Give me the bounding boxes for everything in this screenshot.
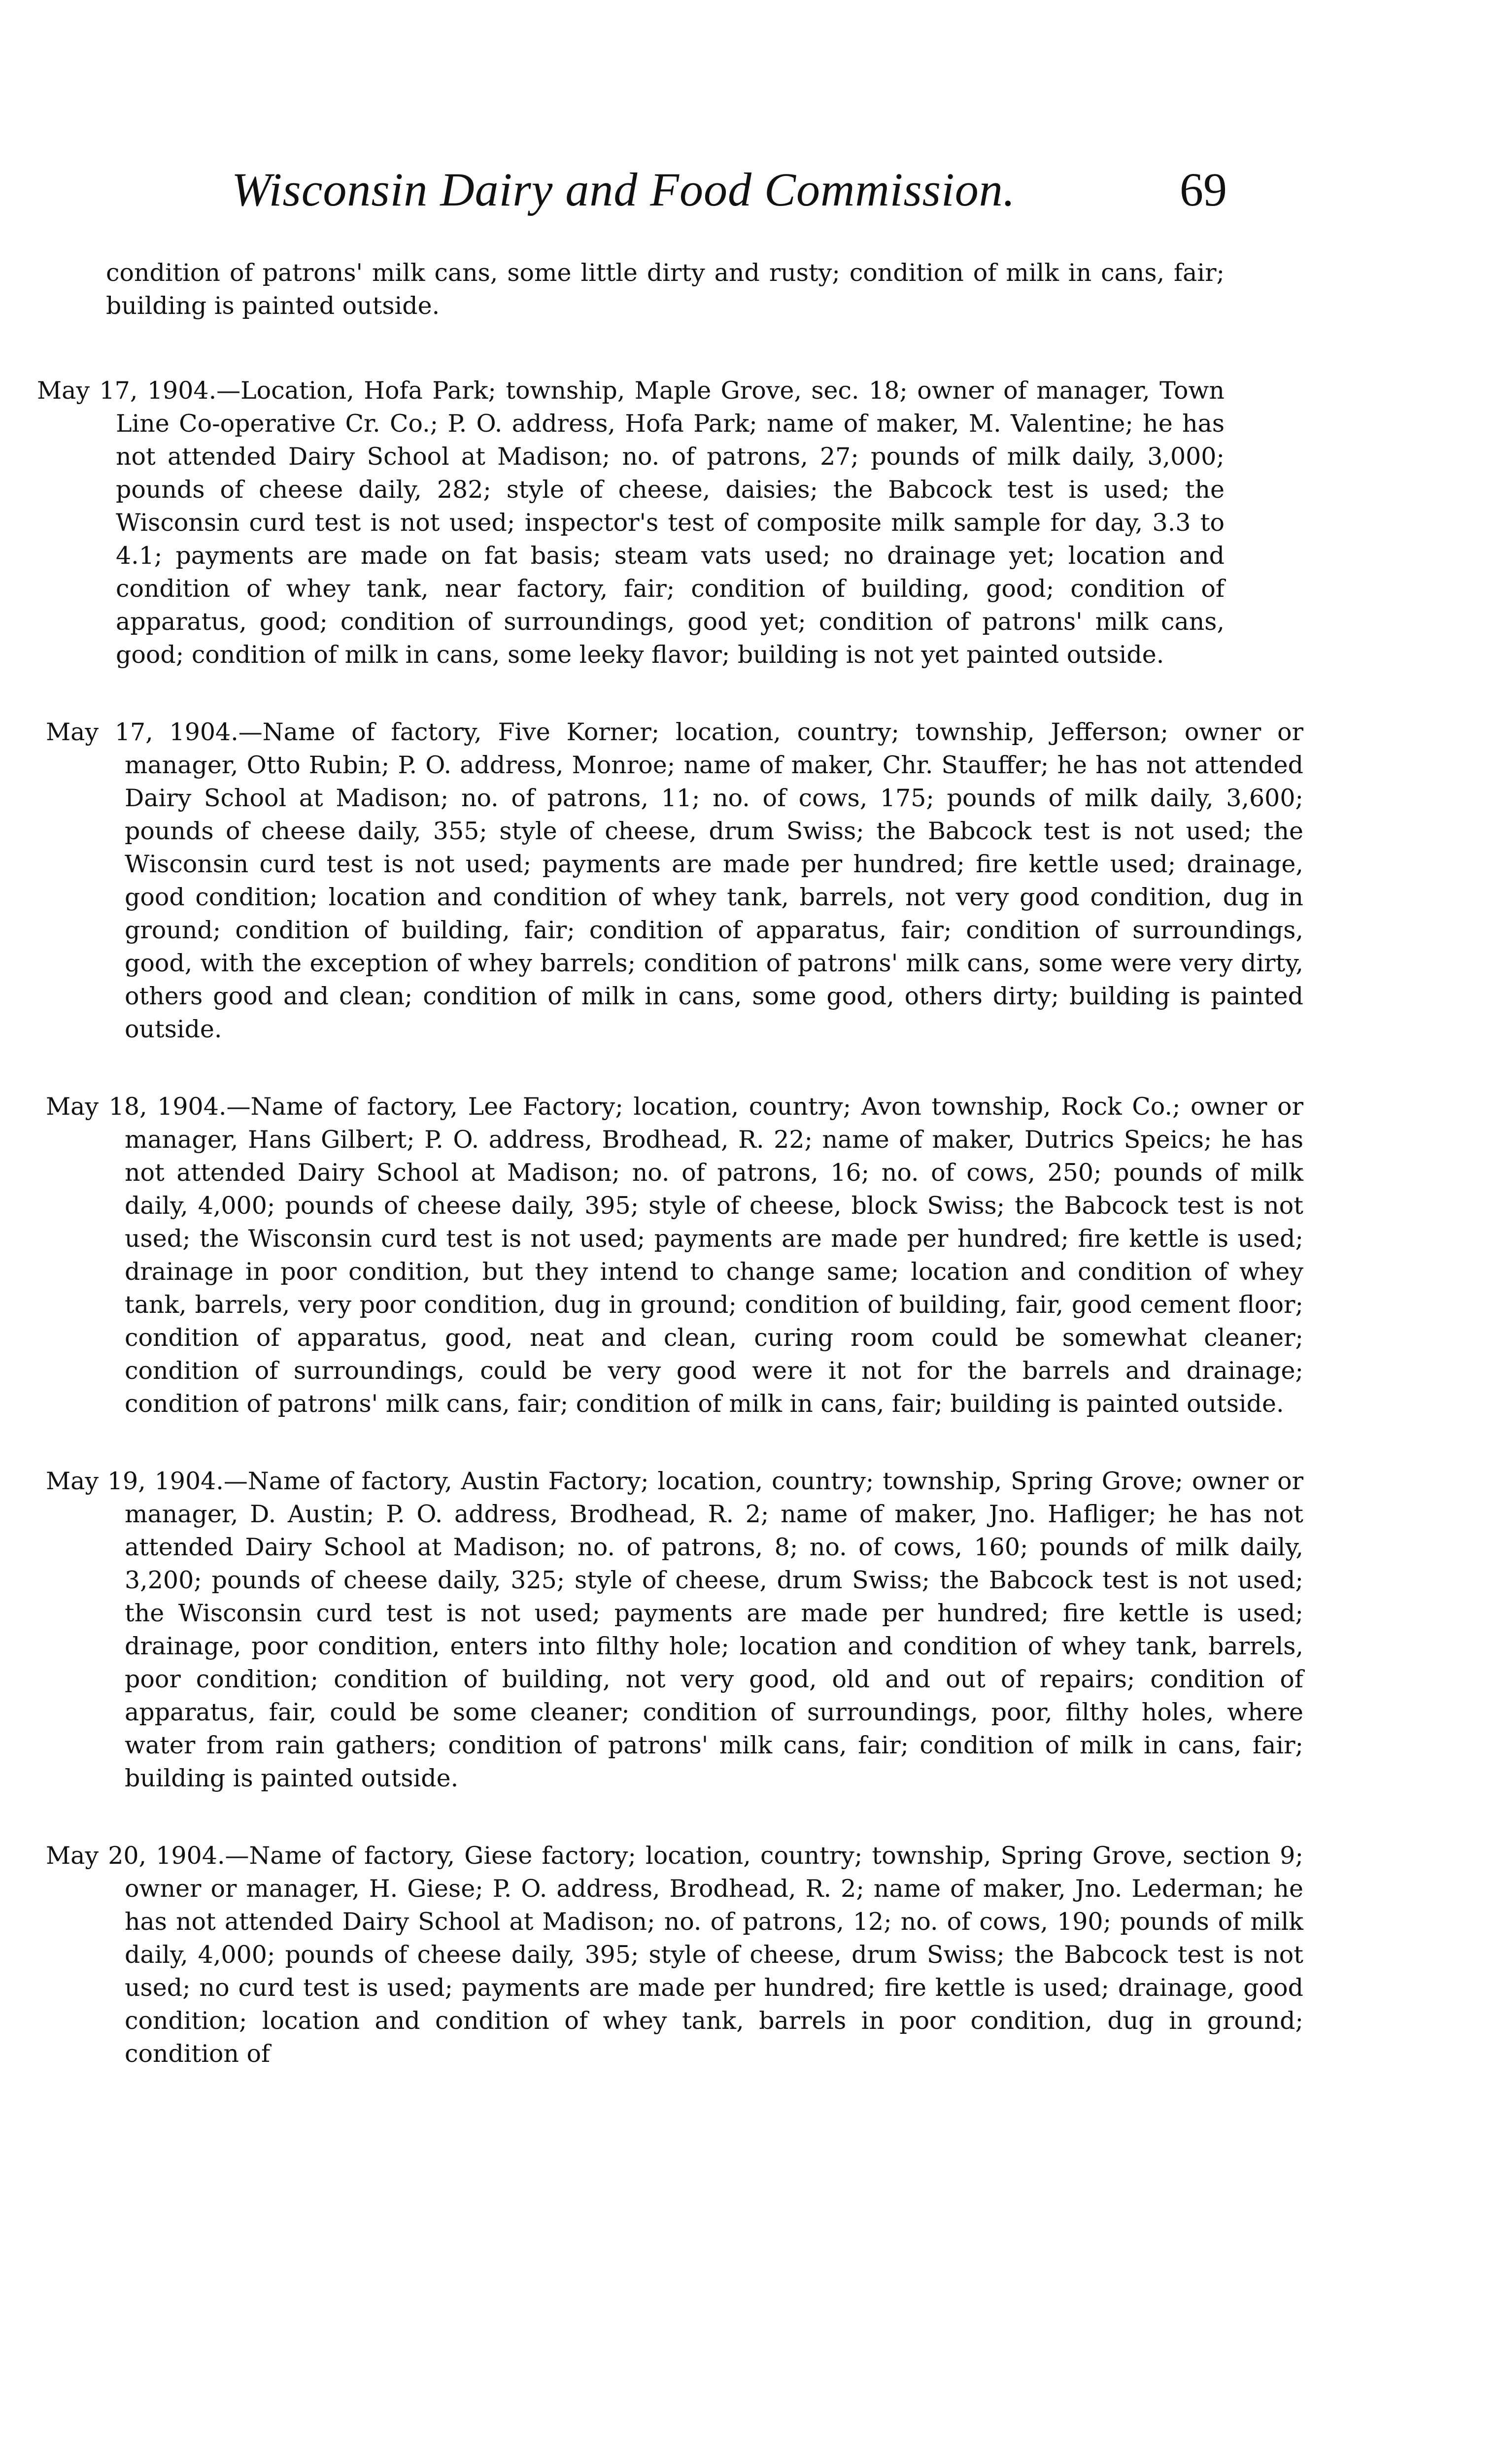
factory-report-five-korner: May 17, 1904.—Name of factory, Five Korner; location, country; township, Jefferson; owner or manager, Otto Rubin; P. O. address, Monroe; name of maker, Chr. Stauffer; he has not attended Dairy School at Madison; no. of patrons, 11; no. of cows, 175; pounds of milk daily, 3,600; pounds of cheese daily, 355; style of cheese, drum Swiss; the Babcock test is not used; the Wisconsin curd test is not used; payments are made per hundred; fire kettle used; drainage, good condition; location and condition of whey tank, barrels, not very good condition, dug in ground; condition of building, fair; condition of apparatus, fair; condition of surroundings, good, with the exception of whey barrels; condition of patrons' milk cans, some were very dirty, others good and clean; condition of milk in cans, some good, others dirty; building is painted outside. (46, 718, 1303, 1043)
continuation-paragraph: condition of patrons' milk cans, some little dirty and rusty; condition of milk in cans, fair; building is painted outside. (106, 259, 1225, 320)
running-head (232, 163, 1227, 222)
factory-report-austin-factory: May 19, 1904.—Name of factory, Austin Factory; location, country; township, Spring Grove; owner or manager, D. Austin; P. O. address, Brodhead, R. 2; name of maker, Jno. Hafliger; he has not attended Dairy School at Madison; no. of patrons, 8; no. of cows, 160; pounds of milk daily, 3,200; pounds of cheese daily, 325; style of cheese, drum Swiss; the Babcock test is not used; the Wisconsin curd test is not used; payments are made per hundred; fire kettle is used; drainage, poor condition, enters into filthy hole; location and condition of whey tank, barrels, poor condition; condition of building, not very good, old and out of repairs; condition of apparatus, fair, could be some cleaner; condition of surroundings, poor, filthy holes, where water from rain gathers; condition of patrons' milk cans, fair; condition of milk in cans, fair; building is painted outside. (46, 1467, 1303, 1792)
factory-report-hofa-park: May 17, 1904.—Location, Hofa Park; township, Maple Grove, sec. 18; owner of manager, Town Line Co-operative Cr. Co.; P. O. address, Hofa Park; name of maker, M. Valentine; he has not attended Dairy School at Madison; no. of patrons, 27; pounds of milk daily, 3,000; pounds of cheese daily, 282; style of cheese, daisies; the Babcock test is used; the Wisconsin curd test is not used; inspector's test of composite milk sample for day, 3.3 to 4.1; payments are made on fat basis; steam vats used; no drainage yet; location and condition of whey tank, near factory, fair; condition of building, good; condition of apparatus, good; condition of surroundings, good yet; condition of patrons' milk cans, good; condition of milk in cans, some leeky flavor; building is not yet painted outside. (37, 376, 1225, 669)
page-number: 69 (1180, 163, 1227, 216)
running-title: Wisconsin Dairy and Food Commission. (232, 163, 1016, 216)
factory-report-giese-factory: May 20, 1904.—Name of factory, Giese factory; location, country; township, Spring Grove, section 9; owner or manager, H. Giese; P. O. address, Brodhead, R. 2; name of maker, Jno. Lederman; he has not attended Dairy School at Madison; no. of patrons, 12; no. of cows, 190; pounds of milk daily, 4,000; pounds of cheese daily, 395; style of cheese, drum Swiss; the Babcock test is not used; no curd test is used; payments are made per hundred; fire kettle is used; drainage, good condition; location and condition of whey tank, barrels in poor condition, dug in ground; condition of (46, 1842, 1303, 2068)
body-text (37, 256, 1303, 2115)
factory-report-lee-factory: May 18, 1904.—Name of factory, Lee Factory; location, country; Avon township, Rock Co.; owner or manager, Hans Gilbert; P. O. address, Brodhead, R. 22; name of maker, Dutrics Speics; he has not attended Dairy School at Madison; no. of patrons, 16; no. of cows, 250; pounds of milk daily, 4,000; pounds of cheese daily, 395; style of cheese, block Swiss; the Babcock test is not used; the Wisconsin curd test is not used; payments are made per hundred; fire kettle is used; drainage in poor condition, but they intend to change same; location and condition of whey tank, barrels, very poor condition, dug in ground; condition of building, fair, good cement floor; condition of apparatus, good, neat and clean, curing room could be somewhat cleaner; condition of surroundings, could be very good were it not for the barrels and drainage; condition of patrons' milk cans, fair; condition of milk in cans, fair; building is painted outside. (46, 1093, 1303, 1418)
